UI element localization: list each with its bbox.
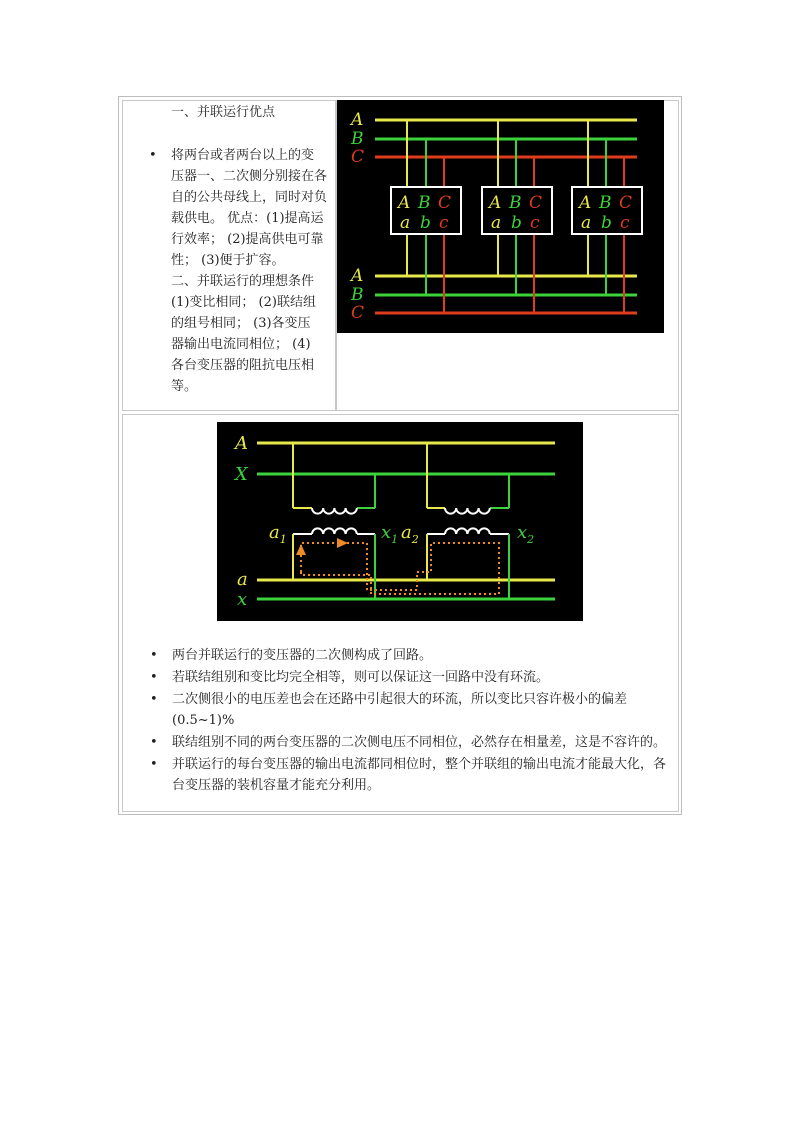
bullet-dot: • (150, 670, 158, 685)
bullet-paragraph (149, 145, 333, 397)
box3-label-b: b (601, 213, 612, 233)
bottom-bullet-list (150, 645, 684, 797)
list-item-line: 台变压器的装机容量才能充分利用。 (172, 778, 381, 793)
single-phase-parallel-diagram (217, 422, 583, 621)
list-item (150, 732, 684, 753)
terminal-label-a2: $a_2$ (401, 522, 419, 546)
para-line: 载供电。 优点：(1)提高运 (171, 211, 324, 226)
box3-label-A: A (579, 193, 592, 213)
bus-label-bottom-C: C (351, 303, 365, 323)
para-line: 自的公共母线上，同时对负 (171, 190, 328, 205)
list-item (150, 754, 684, 796)
para-line: 将两台或者两台以上的变 (171, 148, 315, 163)
list-item-line: (0.5~1)% (172, 713, 235, 728)
para-line: 压器一、二次侧分别接在各 (171, 169, 328, 184)
box3-label-c: c (620, 213, 630, 233)
para-line: 等。 (171, 379, 198, 394)
list-item (150, 689, 684, 731)
bus-label-bottom-B: B (351, 285, 364, 305)
box1-label-B: B (418, 193, 431, 213)
bus-label-x: x (237, 589, 248, 610)
list-item (150, 645, 684, 666)
terminal-label-x2: $x_2$ (517, 522, 535, 546)
list-item-line: 两台并联运行的变压器的二次侧构成了回路。 (172, 648, 433, 663)
loop-arrow-right (337, 538, 348, 548)
circulating-current-loop (301, 543, 499, 594)
box2-label-a: a (491, 213, 502, 233)
para-line: 性； (3)便于扩容。 (171, 253, 285, 268)
list-item-line: 并联运行的每台变压器的输出电流都同相位时，整个并联组的输出电流才能最大化，各 (172, 757, 667, 772)
bullet-dot: • (150, 648, 158, 663)
list-item-line: 联结组别不同的两台变压器的二次侧电压不同相位，必然存在相量差，这是不容许的。 (172, 735, 667, 750)
section-heading-advantages: 一、并联运行优点 (171, 105, 276, 120)
box3-label-C: C (619, 193, 633, 213)
bus-label-X: X (235, 464, 248, 485)
bus-label-A: A (235, 433, 248, 454)
transformer2-primary-coil (445, 508, 490, 514)
box2-label-b: b (511, 213, 522, 233)
bullet-dot: • (150, 692, 158, 707)
bullet-dot: • (150, 757, 158, 772)
list-item-line: 若联结组别和变比均完全相等，则可以保证这一回路中没有环流。 (172, 670, 550, 685)
box2-label-B: B (509, 193, 522, 213)
box1-label-A: A (398, 193, 411, 213)
left-cell-content (121, 99, 335, 410)
transformer1-primary-coil (312, 508, 357, 514)
loop-arrow-up (296, 544, 306, 555)
bus-label-top-B: B (351, 129, 364, 149)
section-heading-conditions: 二、并联运行的理想条件 (171, 274, 315, 289)
para-line: 各台变压器的阻抗电压相 (171, 358, 315, 373)
para-line: 的组号相同； (3)各变压 (171, 316, 311, 331)
box2-label-C: C (529, 193, 543, 213)
box3-label-B: B (599, 193, 612, 213)
box1-label-a: a (400, 213, 411, 233)
box1-label-c: c (439, 213, 449, 233)
box3-label-a: a (581, 213, 592, 233)
box2-label-A: A (489, 193, 502, 213)
terminal-label-a1: $a_1$ (269, 522, 287, 546)
left-bullet-list (149, 145, 333, 397)
list-item-line: 二次侧很小的电压差也会在还路中引起很大的环流，所以变比只容许极小的偏差 (172, 692, 628, 707)
transformer1-secondary-coil (312, 528, 357, 534)
bullet-dot: • (150, 735, 158, 750)
list-item (150, 667, 684, 688)
transformer2-secondary-coil (445, 528, 490, 534)
three-phase-parallel-diagram (337, 100, 664, 333)
bullet-dot: • (149, 148, 157, 163)
box1-label-C: C (438, 193, 452, 213)
bus-label-a: a (237, 569, 248, 590)
para-line: (1)变比相同； (2)联结组 (171, 295, 316, 310)
para-line: 行效率； (2)提高供电可靠 (171, 232, 324, 247)
bus-label-top-C: C (351, 147, 365, 167)
bus-label-bottom-A: A (351, 266, 364, 286)
box2-label-c: c (530, 213, 540, 233)
bus-label-top-A: A (351, 110, 364, 130)
box1-label-b: b (420, 213, 431, 233)
para-line: 器输出电流同相位； (4) (171, 337, 311, 352)
terminal-label-x1: $x_1$ (381, 522, 399, 546)
